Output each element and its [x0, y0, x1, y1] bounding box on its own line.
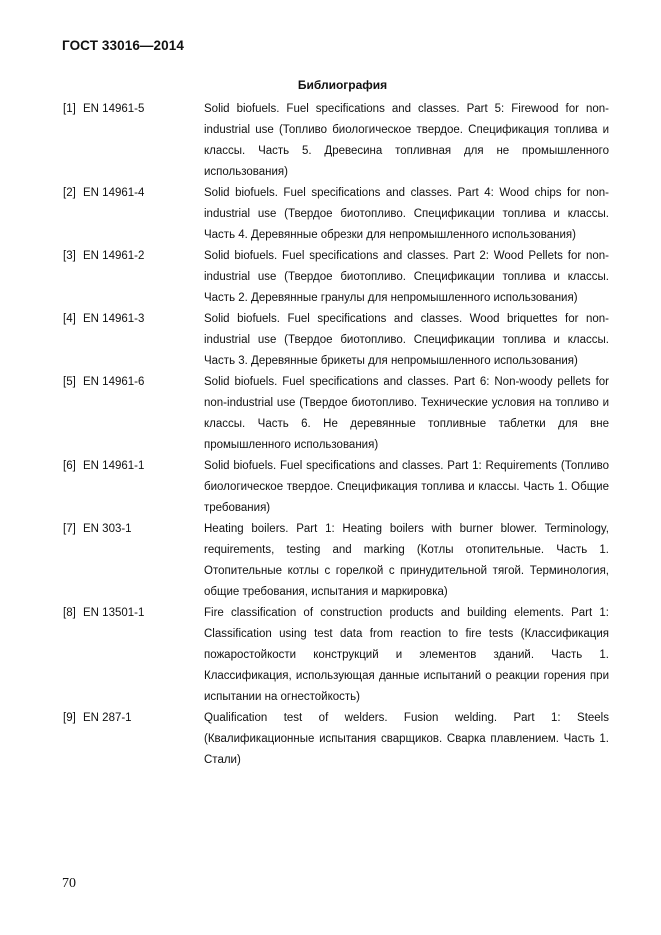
bibliography-entry — [63, 183, 609, 246]
bibliography-entry — [63, 372, 609, 456]
entry-description: Solid biofuels. Fuel specifications and classes. Wood briquettes for non-industrial use (Твердое биотопливо. Спецификации топлива и классы. Часть 3. Деревянные брикеты для непромышленного использования) — [204, 313, 609, 367]
entry-standard-code: EN 14961-4 — [83, 187, 145, 199]
entry-description: Solid biofuels. Fuel specifications and classes. Part 6: Non-woody pellets for non-industrial use (Твердое биотопливо. Технические условия на топливо и классы. Часть 6. Не деревянные топливные таблетки для вне промышленного использования) — [204, 376, 609, 451]
entry-description: Solid biofuels. Fuel specifications and classes. Part 2: Wood Pellets for non-industrial use (Твердое биотопливо. Спецификации топлива и классы. Часть 2. Деревянные гранулы для непромышленного использования) — [204, 250, 609, 304]
entry-number: [1] — [63, 103, 76, 115]
entry-number: [5] — [63, 376, 76, 388]
entry-number: [7] — [63, 523, 76, 535]
bibliography-entry — [63, 519, 609, 603]
entry-description: Solid biofuels. Fuel specifications and classes. Part 5: Firewood for non-industrial use (Топливо биологическое твердое. Спецификация топлива и классы. Часть 5. Древесина топливная для не промышленного использования) — [204, 103, 609, 178]
bibliography-entry — [63, 708, 609, 771]
entry-description: Solid biofuels. Fuel specifications and classes. Part 4: Wood chips for non-industrial use (Твердое биотопливо. Спецификации топлива и классы. Часть 4. Деревянные обрезки для непромышленного использования) — [204, 187, 609, 241]
bibliography-entry — [63, 246, 609, 309]
entry-standard-code: EN 14961-6 — [83, 376, 145, 388]
entry-description: Fire classification of construction products and building elements. Part 1: Classification using test data from reaction to fire tests (Классификация пожаростойкости конструкций и элементов зданий. Часть 1. Классификация, использующая данные испытаний о реакции горения при испытании на огнестойкость) — [204, 607, 609, 703]
entry-number: [8] — [63, 607, 76, 619]
entry-standard-code: EN 13501-1 — [83, 607, 145, 619]
entry-description: Solid biofuels. Fuel specifications and classes. Part 1: Requirements (Топливо биологическое твердое. Спецификация топлива и классы. Часть 1. Общие требования) — [204, 460, 609, 514]
entry-number: [2] — [63, 187, 76, 199]
entry-standard-code: EN 14961-1 — [83, 460, 145, 472]
entry-standard-code: EN 303-1 — [83, 523, 132, 535]
bibliography-entry — [63, 99, 609, 183]
entry-standard-code: EN 14961-2 — [83, 250, 145, 262]
document-header: ГОСТ 33016—2014 — [62, 38, 184, 53]
page-number: 70 — [62, 876, 76, 891]
entry-number: [9] — [63, 712, 76, 724]
bibliography-title: Библиография — [297, 78, 388, 92]
bibliography-entry — [63, 309, 609, 372]
entry-number: [6] — [63, 460, 76, 472]
entry-description: Heating boilers. Part 1: Heating boilers with burner blower. Terminology, requirements, testing and marking (Котлы отопительные. Часть 1. Отопительные котлы с горелкой с принудительной тягой. Терминология, общие требования, испытания и маркировка) — [204, 523, 609, 598]
entry-number: [4] — [63, 313, 76, 325]
entry-standard-code: EN 14961-3 — [83, 313, 145, 325]
entry-description: Qualification test of welders. Fusion welding. Part 1: Steels (Квалификационные испытания сварщиков. Сварка плавлением. Часть 1. Стали) — [204, 712, 609, 766]
entry-standard-code: EN 14961-5 — [83, 103, 145, 115]
bibliography-list — [63, 99, 609, 771]
bibliography-entry — [63, 603, 609, 708]
entry-number: [3] — [63, 250, 76, 262]
bibliography-entry — [63, 456, 609, 519]
entry-standard-code: EN 287-1 — [83, 712, 132, 724]
